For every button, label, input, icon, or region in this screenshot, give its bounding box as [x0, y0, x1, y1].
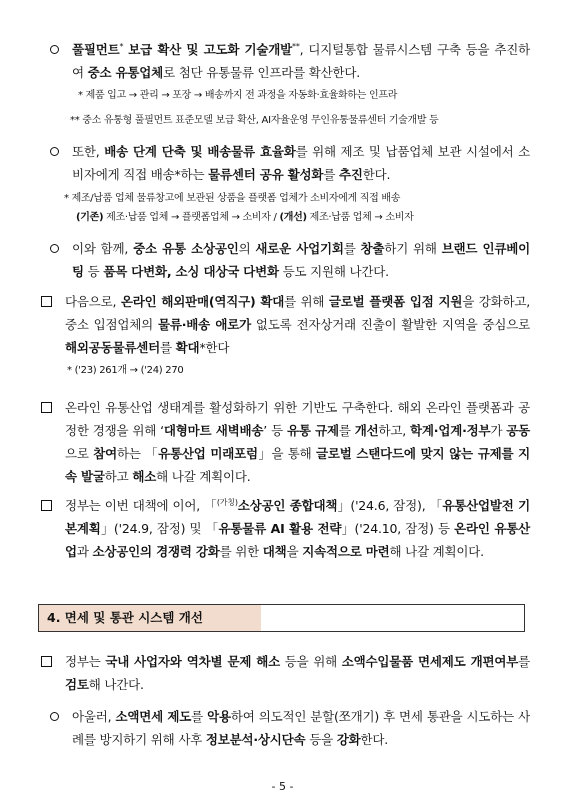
note-fulfillment-model: ** 중소 유통형 풀필먼트 표준모델 보급 확산, AI자율운영 무인유통물류센터 기술개발 등 [70, 115, 439, 126]
note-direct-delivery: * 제조/납품 업체 물류창고에 보관된 상품을 플랫폼 업체가 소비자에게 직접 배송 [64, 193, 401, 204]
note-logistics-centers: * ('23) 261개 → ('24) 270 [67, 365, 184, 376]
square-bullet [41, 296, 52, 307]
paragraph-overseas-sales: 다음으로, 온라인 해외판매(역직구) 확대를 위해 글로벌 플랫폼 입점 지원을 강화하고, 중소 입점업체의 물류·배송 애로가 없도록 전자상거래 진출이 활발한 지역을 중심으로 해외공동물류센터를 확대*한다 [65, 294, 530, 355]
section-heading [38, 604, 525, 632]
square-bullet [41, 656, 52, 667]
circle-bullet [50, 45, 59, 54]
paragraph-delivery-stages: 또한, 배송 단계 단축 및 배송물류 효율화를 위해 제조 및 납품업체 보관 시설에서 소비자에게 직접 배송*하는 물류센터 공유 활성화를 추진한다. [72, 144, 531, 182]
circle-bullet [50, 147, 59, 156]
section-title: 4. 면세 및 통관 시스템 개선 [47, 610, 203, 625]
square-bullet [41, 402, 52, 413]
paragraph-duty-free: 정부는 국내 사업자와 역차별 문제 해소 등을 위해 소액수입물품 면세제도 개편여부를 검토해 나간다. [65, 654, 530, 692]
note-fulfillment-def: * 제품 입고 → 관리 → 포장 → 배송까지 전 과정을 자동화·효율화하는 인프라 [78, 90, 398, 101]
circle-bullet [50, 712, 59, 721]
paragraph-ecosystem: 온라인 유통산업 생태계를 활성화하기 위한 기반도 구축한다. 해외 온라인 플랫폼과 공정한 경쟁을 위해 ‘대형마트 새벽배송’ 등 유통 규제를 개선하고, 학계·업계·정부가 공동으로 참여하는 「유통산업 미래포럼」을 통해 글로벌 스탠다드에 맞지 않는 규제를 지속 발굴하고 해소해 나갈 계획이다. [65, 400, 531, 484]
page-number: - 5 - [271, 780, 294, 793]
note-before-after: (기존) 제조·납품 업체 → 플랫폼업체 → 소비자 / (개선) 제조·납품 업체 → 소비자 [76, 212, 414, 223]
paragraph-small-business: 이와 함께, 중소 유통 소상공인의 새로운 사업기회를 창출하기 위해 브랜드 인큐베이팅 등 품목 다변화, 소싱 대상국 다변화 등도 지원해 나간다. [72, 241, 530, 279]
square-bullet [41, 500, 52, 511]
paragraph-fulfillment: 풀필먼트* 보급 확산 및 고도화 기술개발**, 디지털통합 물류시스템 구축 등을 추진하여 중소 유통업체로 첨단 유통물류 인프라를 확산한다. [72, 41, 530, 80]
paragraph-split-shipment: 아울러, 소액면세 제도를 악용하여 의도적인 분할(쪼개기) 후 면세 통관을 시도하는 사례를 방지하기 위해 사후 정보분석·상시단속 등을 강화한다. [72, 709, 530, 747]
circle-bullet [50, 244, 59, 253]
paragraph-government-plans: 정부는 이번 대책에 이어, 「$^{(가칭)}$소상공인 종합대책」('24.6, 잠정), 「유통산업발전 기본계획」('24.9, 잠정) 및 「유통물류 AI 활용 전략」('24.10, 잠정) 등 온라인 유통산업과 소상공인의 경쟁력 강화를 위한 대책을 지속적으로 마련해 나갈 계획이다. [65, 497, 530, 559]
